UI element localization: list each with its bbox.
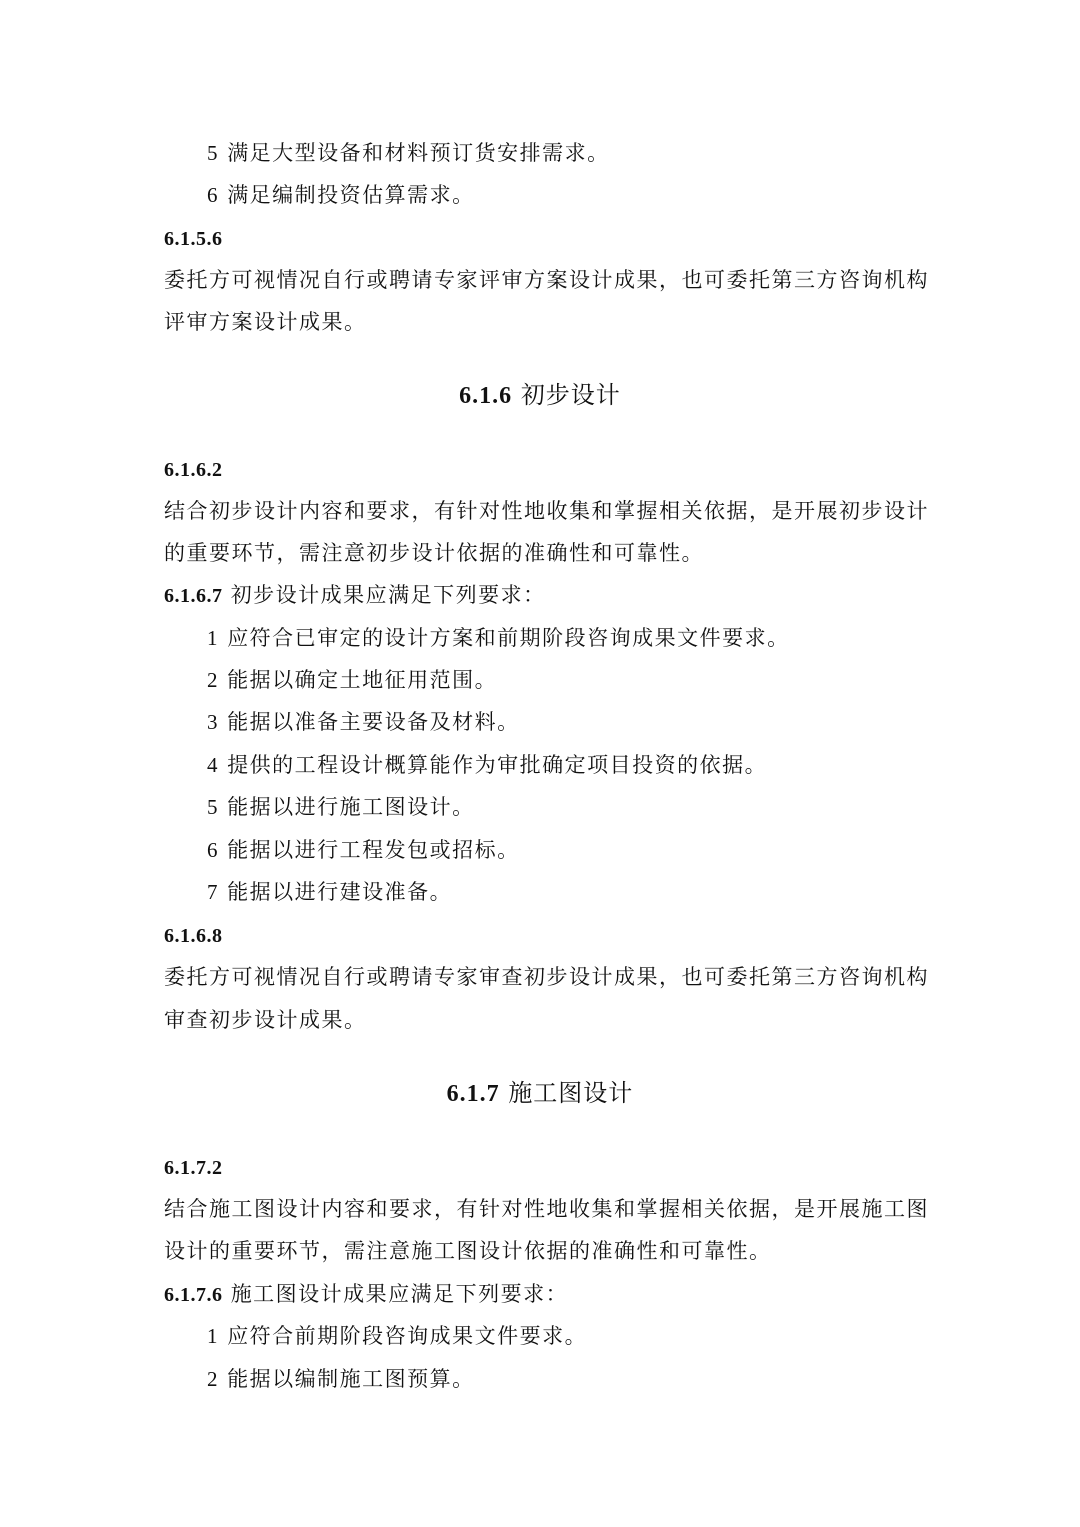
list-item-text: 应符合已审定的设计方案和前期阶段咨询成果文件要求。 [227, 626, 790, 650]
list-item-number: 1 [207, 1324, 219, 1348]
list-item-text: 能据以确定土地征用范围。 [227, 668, 498, 692]
clause-number-6162: 6.1.6.2 [164, 459, 223, 481]
list-item-text: 能据以进行建设准备。 [227, 880, 453, 904]
list-item-text: 能据以准备主要设备及材料。 [227, 710, 520, 734]
list-item-number: 2 [207, 668, 219, 692]
clause-number-6172: 6.1.7.2 [164, 1157, 223, 1179]
clause-text-line: 委托方可视情况自行或聘请专家审查初步设计成果，也可委托第三方咨询机构 [164, 965, 929, 989]
section-heading-617 [0, 1076, 1080, 1111]
clause-text-line: 审查初步设计成果。 [164, 1008, 367, 1032]
list-item-text: 满足编制投资估算需求。 [227, 183, 475, 207]
list-item [207, 707, 520, 737]
list-item [207, 792, 475, 822]
clause-title: 初步设计成果应满足下列要求： [230, 583, 546, 607]
list-item-text: 满足大型设备和材料预订货安排需求。 [227, 141, 610, 165]
list-item-number: 5 [207, 141, 219, 165]
list-item-number: 7 [207, 880, 219, 904]
list-item-text: 应符合前期阶段咨询成果文件要求。 [227, 1324, 588, 1348]
clause-number: 6.1.6.7 [164, 585, 223, 607]
clause-title: 施工图设计成果应满足下列要求： [230, 1282, 569, 1306]
list-item [207, 750, 767, 780]
heading-number: 6.1.7 [446, 1081, 500, 1107]
clause-text-line: 委托方可视情况自行或聘请专家评审方案设计成果，也可委托第三方咨询机构 [164, 268, 929, 292]
heading-title: 初步设计 [520, 381, 621, 409]
clause-6176-header [164, 1279, 568, 1310]
list-item [207, 877, 452, 907]
list-item-text: 能据以编制施工图预算。 [227, 1367, 475, 1391]
list-item [207, 1364, 475, 1394]
list-item [207, 138, 610, 168]
clause-text-line: 结合施工图设计内容和要求，有针对性地收集和掌握相关依据，是开展施工图 [164, 1197, 929, 1221]
clause-text-line: 设计的重要环节，需注意施工图设计依据的准确性和可靠性。 [164, 1239, 772, 1263]
clause-text-line: 评审方案设计成果。 [164, 310, 367, 334]
heading-title: 施工图设计 [508, 1079, 634, 1107]
list-item-text: 能据以进行工程发包或招标。 [227, 838, 520, 862]
heading-number: 6.1.6 [459, 383, 513, 409]
list-item-number: 5 [207, 795, 219, 819]
clause-number-6156: 6.1.5.6 [164, 228, 223, 250]
section-heading-616 [0, 378, 1080, 413]
list-item [207, 180, 475, 210]
list-item [207, 665, 497, 695]
list-item-number: 4 [207, 753, 219, 777]
list-item-text: 能据以进行施工图设计。 [227, 795, 475, 819]
list-item [207, 1321, 587, 1351]
list-item [207, 835, 520, 865]
list-item-number: 3 [207, 710, 219, 734]
list-item-number: 6 [207, 838, 219, 862]
clause-number: 6.1.7.6 [164, 1284, 223, 1306]
clause-text-line: 的重要环节，需注意初步设计依据的准确性和可靠性。 [164, 541, 704, 565]
clause-6167-header [164, 580, 546, 611]
list-item-number: 2 [207, 1367, 219, 1391]
list-item-number: 1 [207, 626, 219, 650]
clause-text-line: 结合初步设计内容和要求，有针对性地收集和掌握相关依据，是开展初步设计 [164, 499, 929, 523]
clause-number-6168: 6.1.6.8 [164, 925, 223, 947]
list-item-text: 提供的工程设计概算能作为审批确定项目投资的依据。 [227, 753, 768, 777]
list-item-number: 6 [207, 183, 219, 207]
list-item [207, 623, 790, 653]
